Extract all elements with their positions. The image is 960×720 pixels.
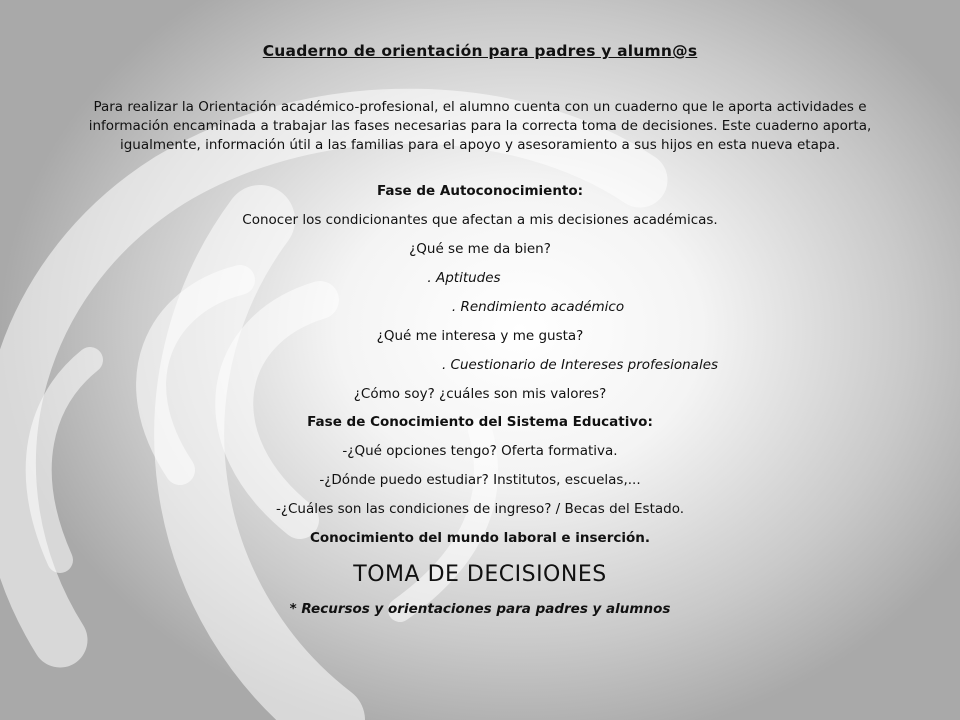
question-options: -¿Qué opciones tengo? Oferta formativa. xyxy=(342,443,618,459)
item-rendimiento: . Rendimiento académico xyxy=(451,299,625,315)
question-conditions: -¿Cuáles son las condiciones de ingreso? / Becas del Estado. xyxy=(275,501,685,517)
intro-paragraph: Para realizar la Orientación académico-profesional, el alumno cuenta con un cuaderno que le aporta actividades e información encaminada a trabajar las fases necesarias para la correcta toma de decisiones. Este cuaderno aporta, igualmente, información útil a las familias para el apoyo y asesoramiento a sus hijos en esta nueva etapa. xyxy=(88,99,872,153)
resources-note: * Recursos y orientaciones para padres y alumnos xyxy=(289,601,671,617)
document-title: Cuaderno de orientación para padres y alumn@s xyxy=(262,42,698,60)
item-aptitudes: . Aptitudes xyxy=(427,270,501,286)
item-cuestionario: . Cuestionario de Intereses profesionales xyxy=(441,357,719,373)
question-where: -¿Dónde puedo estudiar? Institutos, escuelas,... xyxy=(319,472,641,488)
phase2-heading: Fase de Conocimiento del Sistema Educativo: xyxy=(307,414,653,430)
question-interest: ¿Qué me interesa y me gusta? xyxy=(376,328,584,344)
phase1-description: Conocer los condicionantes que afectan a mis decisiones académicas. xyxy=(242,212,718,228)
decision-heading: TOMA DE DECISIONES xyxy=(353,562,607,587)
phase1-heading: Fase de Autoconocimiento: xyxy=(376,183,584,199)
question-good-at: ¿Qué se me da bien? xyxy=(409,241,551,257)
question-values: ¿Cómo soy? ¿cuáles son mis valores? xyxy=(353,386,607,402)
phase3-heading: Conocimiento del mundo laboral e inserción. xyxy=(309,530,651,546)
